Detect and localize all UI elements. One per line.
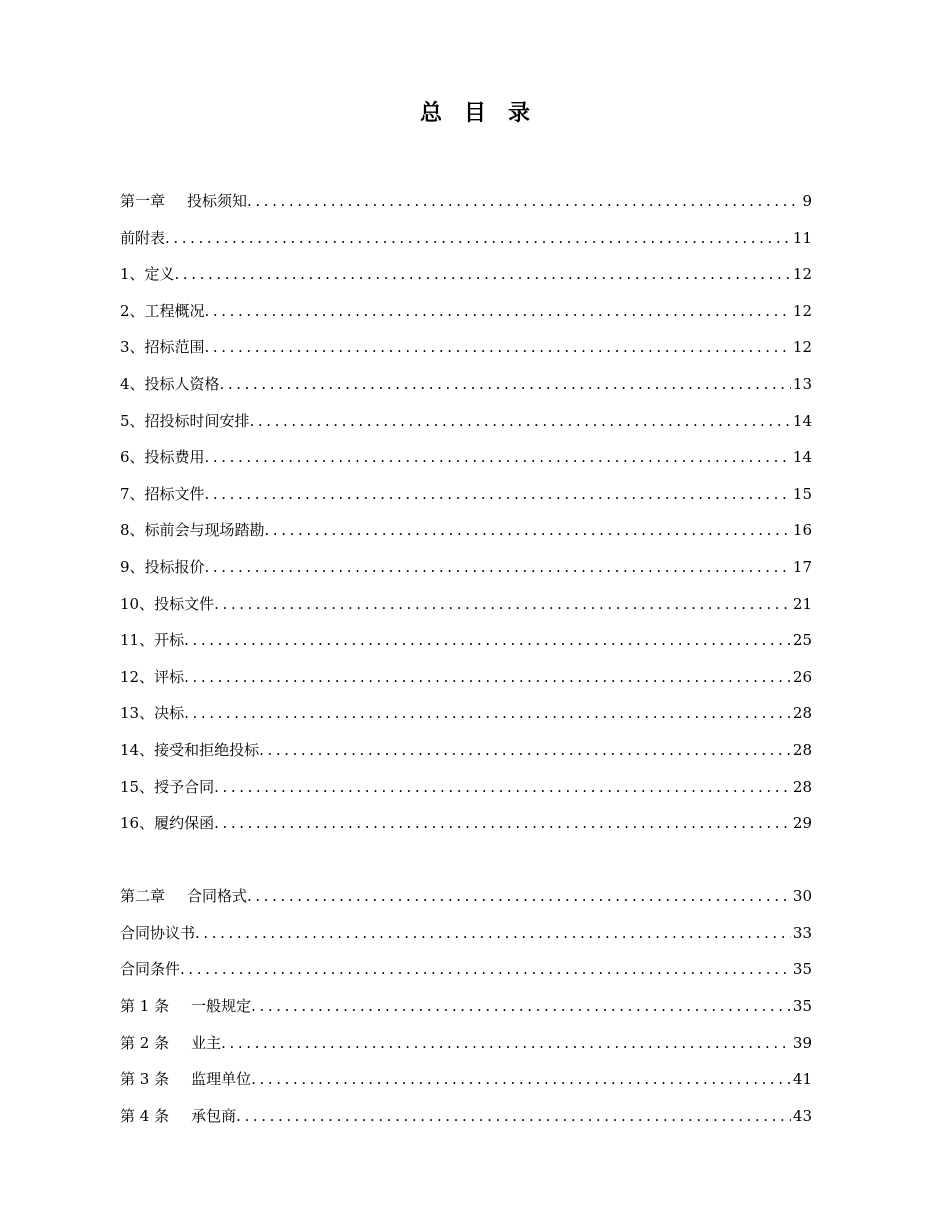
toc-item[interactable] (120, 256, 812, 293)
toc-page-number: 15 (792, 484, 812, 503)
toc-item[interactable] (120, 586, 812, 623)
toc-leader-dots (205, 439, 791, 476)
toc-leader-dots (236, 1098, 791, 1135)
toc-label (120, 1061, 251, 1098)
toc-label (120, 1098, 236, 1135)
toc-item[interactable] (120, 805, 812, 842)
toc-label (120, 878, 247, 915)
toc-leader-dots (184, 695, 791, 732)
toc-article-prefix: 第 4 条 (120, 1106, 170, 1125)
toc-leader-dots (205, 549, 791, 586)
toc-leader-dots (259, 732, 791, 769)
toc-label: 14、接受和拒绝投标 (120, 740, 260, 759)
toc-leader-dots (205, 293, 791, 330)
toc-label: 5、招投标时间安排 (120, 411, 250, 430)
toc-leader-dots (221, 1025, 791, 1062)
toc-article-title: 承包商 (191, 1106, 237, 1125)
toc-page-number: 17 (792, 557, 812, 576)
toc-label: 4、投标人资格 (120, 374, 220, 393)
table-of-contents (120, 183, 812, 1134)
toc-label (120, 988, 251, 1025)
toc-page-number: 43 (792, 1106, 812, 1125)
toc-chapter-title: 投标须知 (187, 192, 248, 210)
toc-page-number: 14 (792, 411, 812, 430)
toc-page-number: 25 (792, 631, 812, 650)
toc-item[interactable] (120, 769, 812, 806)
toc-chapter-1[interactable] (120, 183, 812, 220)
toc-article-title: 监理单位 (191, 1070, 252, 1089)
toc-page-number: 39 (792, 1033, 812, 1052)
toc-page-number: 30 (792, 887, 812, 906)
toc-article[interactable] (120, 1098, 812, 1135)
toc-leader-dots (265, 512, 791, 549)
toc-label: 合同条件 (120, 960, 181, 979)
toc-leader-dots (214, 586, 791, 623)
toc-item[interactable] (120, 366, 812, 403)
toc-page-number: 26 (792, 667, 812, 686)
toc-item[interactable] (120, 439, 812, 476)
toc-chapter-2[interactable] (120, 878, 812, 915)
toc-label: 13、决标 (120, 704, 185, 723)
toc-page-number: 12 (792, 301, 812, 320)
toc-label: 1、定义 (120, 265, 175, 284)
toc-label: 11、开标 (120, 631, 185, 650)
toc-page-number: 14 (792, 448, 812, 467)
toc-leader-dots (251, 1061, 791, 1098)
title-char-1: 总 (419, 100, 442, 126)
toc-page-number: 28 (792, 704, 812, 723)
toc-leader-dots (214, 805, 791, 842)
toc-leader-dots (205, 329, 791, 366)
toc-leader-dots (247, 878, 791, 915)
toc-page-number: 33 (792, 923, 812, 942)
toc-label: 7、招标文件 (120, 484, 205, 503)
page-title (0, 96, 950, 127)
toc-label: 合同协议书 (120, 923, 196, 942)
toc-item[interactable] (120, 512, 812, 549)
toc-page-number: 35 (792, 960, 812, 979)
toc-label: 6、投标费用 (120, 448, 205, 467)
toc-leader-dots (220, 366, 791, 403)
toc-page-number: 13 (792, 374, 812, 393)
toc-item[interactable] (120, 329, 812, 366)
toc-label (120, 1025, 221, 1062)
toc-label: 前附表 (120, 228, 166, 247)
toc-page-number: 28 (792, 740, 812, 759)
toc-item[interactable] (120, 659, 812, 696)
title-char-3: 录 (508, 100, 531, 126)
toc-leader-dots (205, 476, 791, 513)
toc-item[interactable] (120, 476, 812, 513)
toc-item[interactable] (120, 695, 812, 732)
toc-item[interactable] (120, 951, 812, 988)
toc-page-number: 12 (792, 265, 812, 284)
toc-page-number: 41 (792, 1070, 812, 1089)
toc-page-number: 21 (792, 594, 812, 613)
toc-page-number: 35 (792, 997, 812, 1016)
toc-article-title: 业主 (191, 1033, 222, 1052)
toc-chapter-prefix: 第二章 (120, 887, 166, 906)
toc-leader-dots (214, 769, 791, 806)
toc-page-number: 28 (792, 777, 812, 796)
toc-leader-dots (247, 183, 800, 220)
toc-article-prefix: 第 3 条 (120, 1070, 170, 1089)
toc-label: 10、投标文件 (120, 594, 215, 613)
toc-leader-dots (184, 659, 791, 696)
toc-leader-dots (251, 988, 791, 1025)
toc-label: 16、履约保函 (120, 814, 215, 833)
toc-item[interactable] (120, 915, 812, 952)
toc-page-number: 11 (792, 228, 812, 247)
toc-page-number: 9 (802, 192, 812, 210)
toc-article[interactable] (120, 1025, 812, 1062)
toc-label: 3、招标范围 (120, 338, 205, 357)
toc-item[interactable] (120, 220, 812, 257)
toc-article[interactable] (120, 988, 812, 1025)
toc-article-prefix: 第 1 条 (120, 997, 170, 1016)
toc-article[interactable] (120, 1061, 812, 1098)
toc-item[interactable] (120, 622, 812, 659)
toc-leader-dots (184, 622, 791, 659)
toc-leader-dots (195, 915, 791, 952)
toc-page-number: 29 (792, 814, 812, 833)
toc-page-number: 16 (792, 521, 812, 540)
toc-leader-dots (165, 220, 791, 257)
toc-label: 15、授予合同 (120, 777, 215, 796)
toc-label (120, 183, 247, 220)
toc-label: 9、投标报价 (120, 557, 205, 576)
toc-item[interactable] (120, 403, 812, 440)
toc-item[interactable] (120, 549, 812, 586)
toc-label: 12、评标 (120, 667, 185, 686)
toc-leader-dots (250, 403, 791, 440)
toc-leader-dots (175, 256, 791, 293)
toc-label: 2、工程概况 (120, 301, 205, 320)
toc-article-title: 一般规定 (191, 997, 252, 1016)
toc-chapter-prefix: 第一章 (120, 192, 166, 210)
toc-leader-dots (180, 951, 791, 988)
toc-chapter-title: 合同格式 (187, 887, 248, 906)
toc-page-number: 12 (792, 338, 812, 357)
title-char-2: 目 (463, 100, 486, 126)
toc-item[interactable] (120, 293, 812, 330)
toc-article-prefix: 第 2 条 (120, 1033, 170, 1052)
toc-label: 8、标前会与现场踏勘 (120, 521, 265, 540)
toc-item[interactable] (120, 732, 812, 769)
toc-spacer (120, 842, 812, 879)
